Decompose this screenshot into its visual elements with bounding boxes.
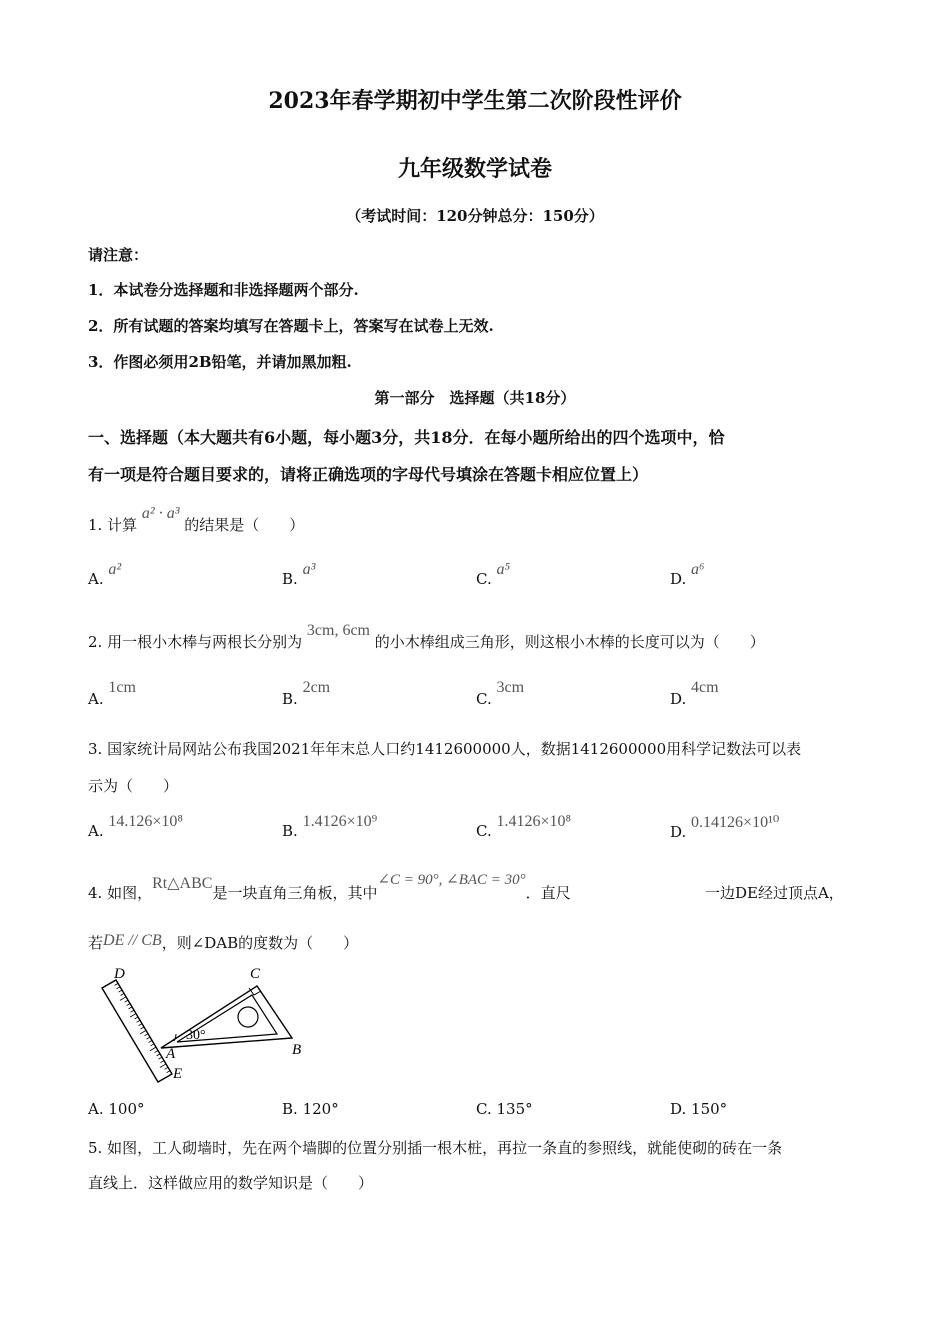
option-a [88,679,136,709]
option-value: 100° [108,1100,145,1118]
option-value: 1cm [108,679,136,696]
option-value: 3cm [496,679,525,696]
option-c [476,561,511,589]
notice-item: 1．本试卷分选择题和非选择题两个部分. [88,281,359,299]
label-d: D [114,966,125,982]
option-c [476,813,572,841]
math-expression: DE // CB [103,932,162,949]
option-b [282,1100,339,1118]
option-a [88,561,122,589]
question-text: ．直尺 [525,884,571,902]
notice-item: 2．所有试题的答案均填写在答题卡上，答案写在试卷上无效. [88,317,494,335]
question-text: 的小木棒组成三角形，则这根小木棒的长度可以为（ ） [374,633,765,651]
question-text: 的结果是（ ） [184,516,305,534]
ruler [102,980,172,1082]
notice-heading: 请注意： [88,246,149,264]
option-label: A. [88,1100,104,1118]
option-label: B. [282,570,298,588]
option-label: A. [88,690,104,708]
option-c [476,1100,533,1118]
question-text: 若 [88,934,104,952]
option-label: D. [670,690,687,708]
exam-info: （考试时间：120分钟总分：150分） [346,207,604,225]
option-c [476,679,525,709]
question-text: 直线上．这样做应用的数学知识是（ ） [88,1174,374,1192]
question-text: 如图，工人砌墙时，先在两个墙脚的位置分别插一根木桩，再拉一条直的参照线，就能使砌的砖在一条 [107,1139,783,1157]
question-number: 1. [88,516,103,534]
question-text: 如图， [107,884,153,902]
math-expression: ∠C = 90°, ∠BAC = 30° [377,872,526,888]
math-expression: 3cm, 6cm [306,622,370,639]
geometry-figure [94,962,324,1087]
label-e: E [173,1066,183,1082]
question-number: 3. [88,740,103,758]
option-value: a² [108,561,122,578]
option-value: a⁵ [496,561,511,578]
angle-label: 30° [186,1028,206,1043]
exam-title: 2023年春学期初中学生第二次阶段性评价 [268,88,682,114]
question-text: 一边DE经过顶点A， [705,884,844,902]
option-value: 2cm [302,679,331,696]
triangle-plate [161,986,292,1048]
option-label: D. [670,823,687,841]
math-expression: a² · a³ [141,505,180,522]
option-value: 4cm [691,679,719,696]
option-value: a³ [302,561,316,578]
label-b: B [292,1042,302,1058]
option-a [88,1100,145,1118]
question-text: 是一块直角三角板，其中 [212,884,378,902]
option-d [670,679,719,709]
question-1 [88,505,305,535]
option-value: 1.4126×10⁹ [302,813,378,830]
option-label: A. [88,570,104,588]
question-text: 国家统计局网站公布我国2021年年末总人口约1412600000人，数据1412600000用科学记数法可以表 [107,740,802,758]
question-4-line2 [88,932,358,953]
question-3 [88,738,801,759]
option-label: C. [476,1100,492,1118]
question-text: 示为（ ） [88,777,179,795]
question-number: 4. [88,884,103,902]
option-label: B. [282,1100,298,1118]
section-instructions: 有一项是符合题目要求的，请将正确选项的字母代号填涂在答题卡相应位置上） [88,465,649,484]
question-5 [88,1137,782,1158]
question-4 [88,872,571,903]
exam-subtitle: 九年级数学试卷 [397,156,552,182]
math-expression: Rt△ABC [152,875,213,892]
option-label: A. [88,822,104,840]
option-b [282,813,378,841]
question-text: 用一根小木棒与两根长分别为 [107,633,303,651]
option-label: C. [476,822,492,840]
question-text: 计算 [107,516,138,534]
question-number: 5. [88,1139,103,1157]
option-b [282,679,331,709]
option-d [670,561,705,589]
option-value: 120° [302,1100,339,1118]
option-value: 14.126×10⁸ [108,813,183,830]
question-2 [88,622,765,652]
option-label: C. [476,690,492,708]
option-label: B. [282,822,298,840]
option-b [282,561,316,589]
question-text: ，则∠DAB的度数为（ ） [161,934,359,952]
option-value: 135° [496,1100,533,1118]
notice-item: 3．作图必须用2B铅笔，并请加黑加粗. [88,353,352,371]
option-value: 150° [691,1100,728,1118]
section-instructions: 一、选择题（本大题共有6小题，每小题3分，共18分．在每小题所给出的四个选项中，恰 [88,428,725,447]
option-label: B. [282,690,298,708]
question-number: 2. [88,633,103,651]
option-value: 1.4126×10⁸ [496,813,572,830]
label-c: C [250,966,261,982]
option-value: 0.14126×10¹⁰ [691,814,780,831]
option-d [670,814,780,842]
option-label: D. [670,1100,687,1118]
option-label: C. [476,570,492,588]
option-label: D. [670,570,687,588]
option-d [670,1100,727,1118]
option-a [88,813,183,841]
label-a: A [166,1046,176,1062]
section-heading: 第一部分 选择题（共18分） [374,389,576,407]
option-value: a⁶ [691,561,705,578]
